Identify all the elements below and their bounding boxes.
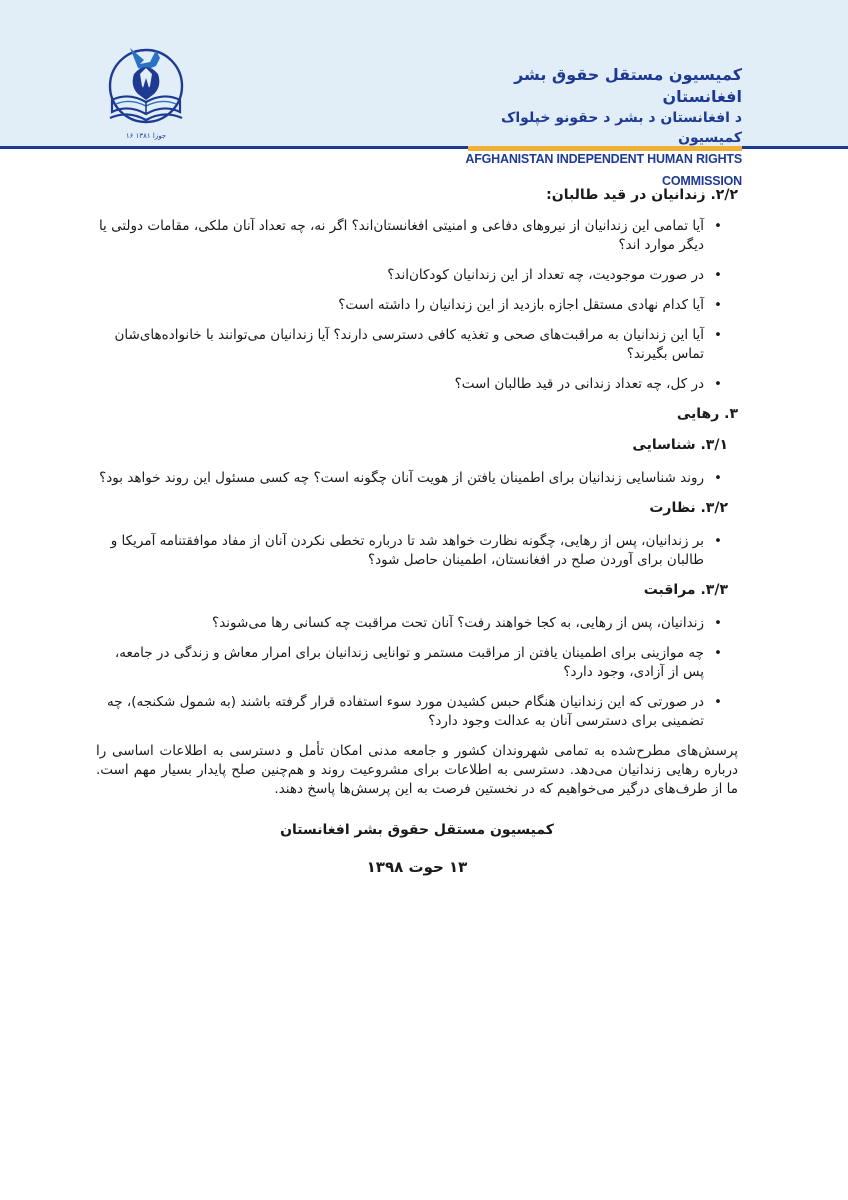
logo-caption: ۱۶ جوزا ۱۳۸۱ (125, 132, 167, 140)
section-2-2-list (96, 217, 738, 394)
section-3-2-list (96, 532, 738, 570)
list-item: • آیا کدام نهادی مستقل اجازه بازدید از این زندانیان را داشته است؟ (96, 296, 738, 315)
section-3-3-list (96, 614, 738, 731)
list-item: • در صورت موجودیت، چه تعداد از این زندانیان کودکان‌اند؟ (96, 266, 738, 285)
section-heading-3-3: ۳/۳. مراقبت (643, 582, 728, 598)
list-item: • آیا این زندانیان به مراقبت‌های صحی و تغذیه کافی دسترسی دارند؟ آیا زندانیان می‌توانند با خانواده‌های‌شان تماس بگیرند؟ (96, 326, 738, 364)
signature: کمیسیون مستقل حقوق بشر افغانستان (280, 822, 554, 838)
document-date: ۱۳ حوت ۱۳۹۸ (366, 858, 468, 876)
closing-paragraph: پرسش‌های مطرح‌شده به تمامی شهروندان کشور و جامعه مدنی امکان تأمل و دسترسی به اطلاعات اساسی را درباره رهایی زندانیان می‌دهد. دسترسی به اطلاعات برای مشروعیت روند و هم‌چنین صلح پایدار بسیار مهم است. ما از طرف‌های درگیر می‌خواهیم که در نخستین فرصت به این پرسش‌ها پاسخ دهند. (96, 743, 738, 797)
document-body (96, 186, 738, 877)
section-heading-3-1: ۳/۱. شناسایی (632, 437, 728, 453)
list-item: • آیا تمامی این زندانیان از نیروهای دفاعی و امنیتی افغانستان‌اند؟ اگر نه، چه تعداد آنان ملکی، مقامات دولتی یا دیگر موارد اند؟ (96, 217, 738, 255)
aihrc-logo-icon (100, 38, 192, 144)
section-heading-3-2: ۳/۲. نظارت (649, 500, 728, 516)
org-name-dari: کمیسیون مستقل حقوق بشر افغانستان (514, 65, 742, 106)
letterhead-band (0, 0, 848, 188)
list-item: • چه موازینی برای اطمینان یافتن از مراقبت مستمر و توانایی زندانیان برای امرار معاش و زندگی در جامعه، پس از آزادی، وجود دارد؟ (96, 644, 738, 682)
org-name-english: AFGHANISTAN INDEPENDENT HUMAN RIGHTS COMMISSION (465, 152, 742, 188)
list-item: • بر زندانیان، پس از رهایی، چگونه نظارت خواهد شد تا درباره تخطی نکردن آنان از مفاد موافقتنامه آمریکا و طالبان برای آوردن صلح در افغانستان، اطمینان حاصل شود؟ (96, 532, 738, 570)
section-3-1-list (96, 469, 738, 488)
org-name-pashto: د افغانستان د بشر د حقونو خپلواک کمیسیون (501, 110, 742, 146)
section-heading-3: ۳. رهایی (676, 406, 738, 422)
list-item: • در کل، چه تعداد زندانی در قید طالبان است؟ (96, 375, 738, 394)
section-heading-2-2: ۲/۲. زندانیان در قید طالبان: (546, 187, 738, 203)
list-item: • در صورتی که این زندانیان هنگام حبس کشیدن مورد سوء استفاده قرار گرفته باشند (به شمول شکنجه)، چه تضمینی برای دسترسی آنان به عدالت وجود دارد؟ (96, 693, 738, 731)
organization-names (442, 64, 742, 192)
list-item: • روند شناسایی زندانیان برای اطمینان یافتن از هویت آنان چگونه است؟ چه کسی مسئول این روند خواهد بود؟ (96, 469, 738, 488)
list-item: • زندانیان، پس از رهایی، به کجا خواهند رفت؟ آنان تحت مراقبت چه کسانی رها می‌شوند؟ (96, 614, 738, 633)
header-divider-gold (468, 146, 742, 151)
